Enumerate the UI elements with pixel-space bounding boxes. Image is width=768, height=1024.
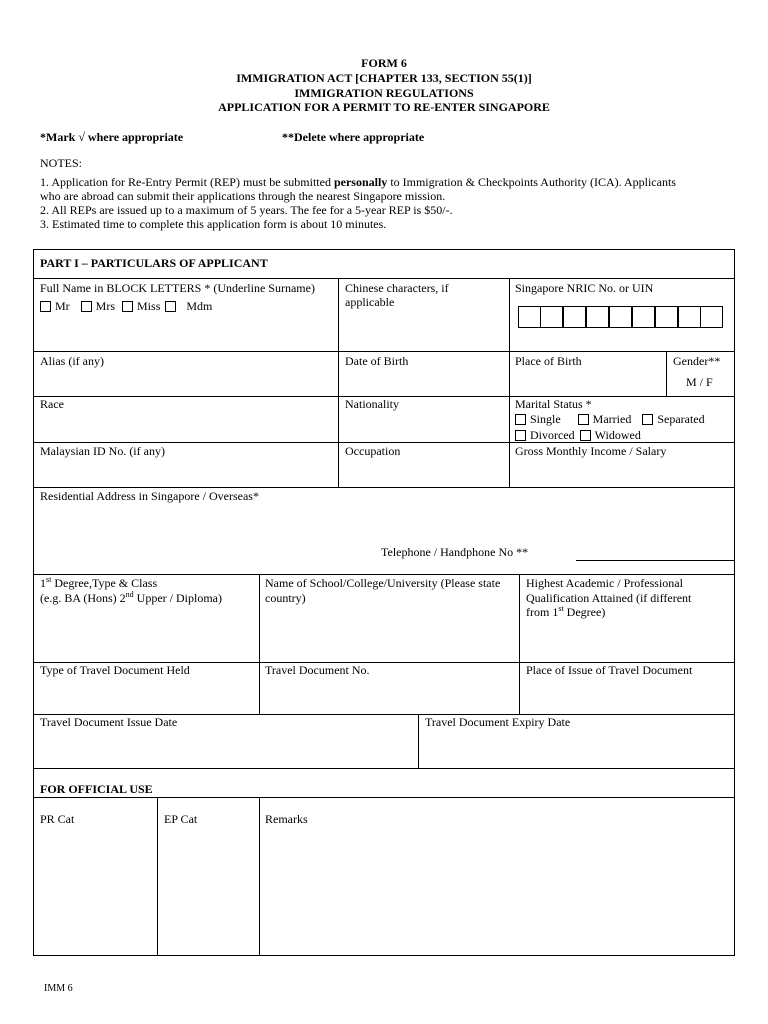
marital-status-label: Marital Status * — [515, 397, 592, 411]
title-options — [40, 299, 212, 314]
gender-label: Gender** — [673, 354, 721, 368]
degree-label-1 — [40, 576, 157, 591]
note-1-text-a: 1. Application for Re-Entry Permit (REP) must be submitted — [40, 175, 334, 189]
pr-cat-label: PR Cat — [40, 812, 75, 826]
degree-label-2a: (e.g. BA (Hons) 2 — [40, 591, 126, 605]
school-label-1: Name of School/College/University (Please state — [265, 576, 501, 590]
marital-divorced-checkbox[interactable] — [515, 430, 526, 441]
title-mrs-checkbox[interactable] — [81, 301, 92, 312]
highest-qualification-3-sup: st — [558, 604, 564, 613]
degree-label-1b: Degree,Type & Class — [51, 576, 158, 590]
marital-married-checkbox[interactable] — [578, 414, 589, 425]
official-use-heading: FOR OFFICIAL USE — [40, 782, 153, 796]
marital-divorced-label: Divorced — [530, 428, 575, 442]
note-2: 2. All REPs are issued up to a maximum of 5 years. The fee for a 5-year REP is $50/-. — [40, 203, 453, 217]
telephone-label: Telephone / Handphone No ** — [381, 545, 529, 559]
chinese-characters-label-2: applicable — [345, 295, 395, 309]
form-number: FORM 6 — [361, 56, 407, 70]
note-1-text-b: to Immigration & Checkpoints Authority (ICA). Applicants — [387, 175, 676, 189]
marital-single-checkbox[interactable] — [515, 414, 526, 425]
nationality-label: Nationality — [345, 397, 399, 411]
place-of-birth-label: Place of Birth — [515, 354, 582, 368]
gender-options: M / F — [686, 375, 713, 389]
travel-doc-number-label: Travel Document No. — [265, 663, 370, 677]
title-mr-checkbox[interactable] — [40, 301, 51, 312]
title-miss-checkbox[interactable] — [122, 301, 133, 312]
title-mrs-label: Mrs — [95, 299, 116, 313]
school-label-2: country) — [265, 591, 306, 605]
ep-cat-label: EP Cat — [164, 812, 198, 826]
nric-label: Singapore NRIC No. or UIN — [515, 281, 654, 295]
title-miss-label: Miss — [137, 299, 161, 313]
address-label: Residential Address in Singapore / Overseas* — [40, 489, 259, 503]
note-1-emphasis: personally — [333, 175, 388, 189]
note-1-line-2: who are abroad can submit their applications through the nearest Singapore mission. — [40, 189, 446, 203]
marital-married-label: Married — [592, 412, 632, 426]
marital-options-row-2 — [515, 428, 641, 443]
degree-label-1a: 1 — [40, 576, 46, 590]
delete-instruction: **Delete where appropriate — [282, 130, 425, 144]
alias-label: Alias (if any) — [40, 354, 104, 368]
travel-doc-expiry-date-label: Travel Document Expiry Date — [425, 715, 571, 729]
highest-qualification-3b: Degree) — [563, 605, 606, 619]
degree-label-1-sup: st — [46, 575, 52, 584]
occupation-label: Occupation — [345, 444, 401, 458]
marital-options-row-1 — [515, 412, 705, 427]
degree-label-2b: Upper / Diploma) — [133, 591, 222, 605]
note-3: 3. Estimated time to complete this application form is about 10 minutes. — [40, 217, 387, 231]
race-label: Race — [40, 397, 64, 411]
title-mdm-checkbox[interactable] — [165, 301, 176, 312]
income-label: Gross Monthly Income / Salary — [515, 444, 667, 458]
title-mr-label: Mr — [55, 299, 70, 313]
date-of-birth-label: Date of Birth — [345, 354, 409, 368]
title-mdm-label: Mdm — [186, 299, 213, 313]
act-reference: IMMIGRATION ACT [CHAPTER 133, SECTION 55(1)] — [236, 71, 532, 85]
highest-qualification-label-2: Qualification Attained (if different — [526, 591, 692, 605]
marital-widowed-label: Widowed — [594, 428, 641, 442]
form-title: APPLICATION FOR A PERMIT TO RE-ENTER SINGAPORE — [218, 100, 550, 114]
marital-single-label: Single — [530, 412, 561, 426]
regulations-title: IMMIGRATION REGULATIONS — [294, 86, 474, 100]
note-1-line-1 — [40, 175, 676, 190]
notes-heading: NOTES: — [40, 156, 82, 170]
highest-qualification-3a: from 1 — [526, 605, 559, 619]
highest-qualification-label-3 — [526, 605, 605, 620]
travel-doc-issue-date-label: Travel Document Issue Date — [40, 715, 178, 729]
malaysian-id-label: Malaysian ID No. (if any) — [40, 444, 165, 458]
remarks-label: Remarks — [265, 812, 308, 826]
degree-label-2-sup: nd — [125, 590, 134, 599]
degree-label-2 — [40, 591, 222, 606]
marital-separated-checkbox[interactable] — [642, 414, 653, 425]
part-1-heading: PART I – PARTICULARS OF APPLICANT — [40, 256, 268, 270]
travel-doc-type-label: Type of Travel Document Held — [40, 663, 190, 677]
marital-widowed-checkbox[interactable] — [580, 430, 591, 441]
travel-doc-place-label: Place of Issue of Travel Document — [526, 663, 693, 677]
chinese-characters-label-1: Chinese characters, if — [345, 281, 449, 295]
highest-qualification-label-1: Highest Academic / Professional — [526, 576, 683, 590]
mark-instruction: *Mark √ where appropriate — [40, 130, 184, 144]
marital-separated-label: Separated — [657, 412, 705, 426]
full-name-label: Full Name in BLOCK LETTERS * (Underline Surname) — [40, 281, 315, 295]
form-code-footer: IMM 6 — [44, 983, 73, 994]
